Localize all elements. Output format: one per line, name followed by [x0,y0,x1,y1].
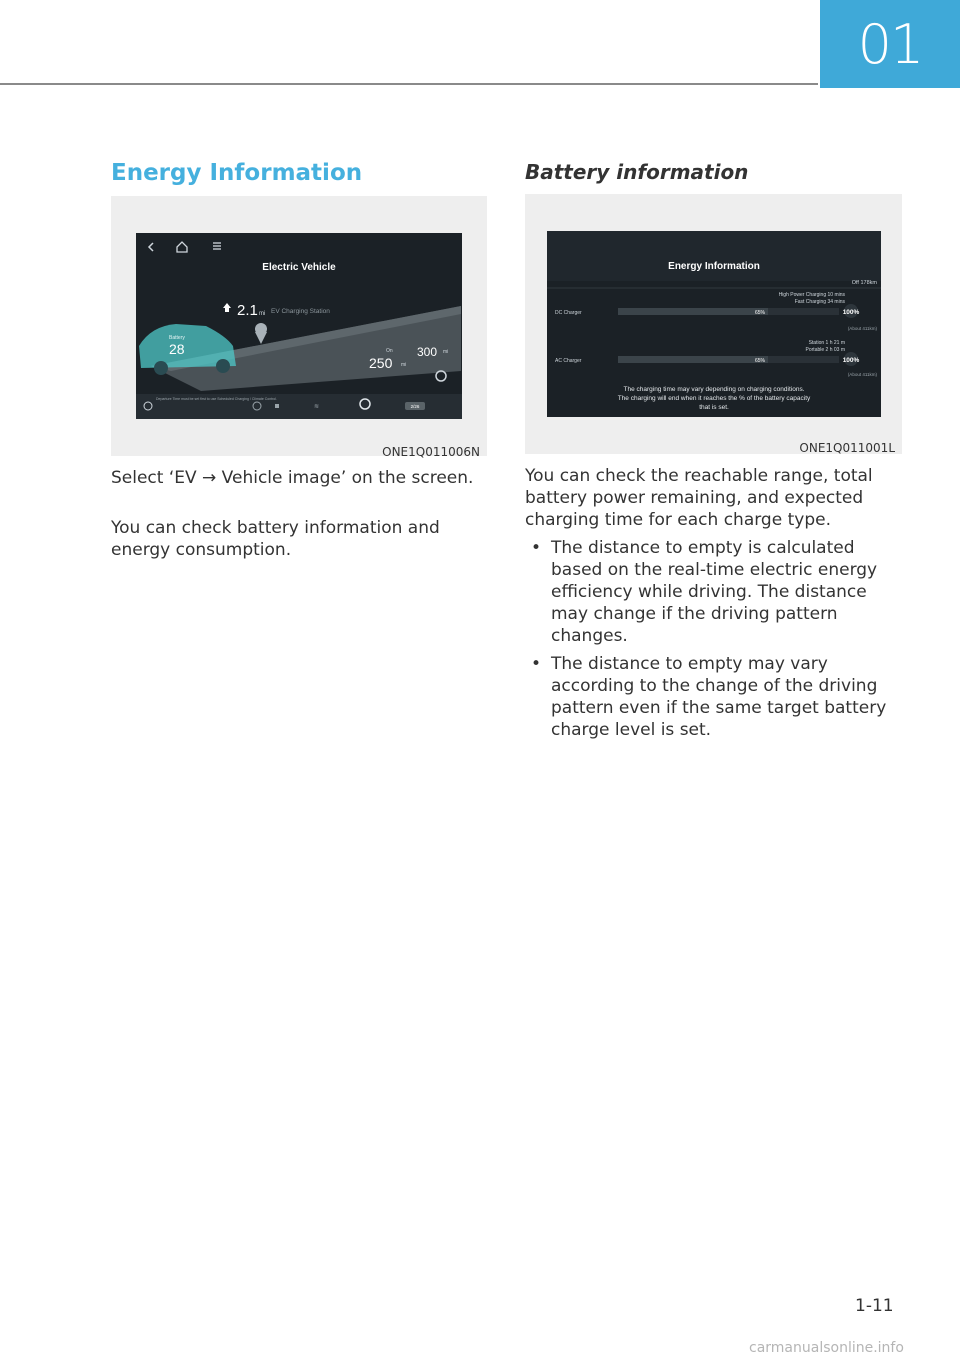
energy-note-2: The charging will end when it reaches the % of the battery capacity [617,395,811,402]
ev-range-value: 300 [417,345,438,359]
dc-percent: 65% [754,310,765,316]
bullet-text: The distance to empty is calculated based on the real-time electric energy efficiency while driving. The distance may change if the driving pattern changes. [551,538,878,646]
ac-label: AC Charger [555,358,582,364]
ev-range-on-value: 250 [369,355,393,371]
ev-station-label: EV Charging Station [271,308,330,315]
ev-toggle-label: 2/26 [410,404,420,409]
figure-caption-left: ONE1Q011006N [382,445,480,459]
figure-energy-information-screen [525,194,902,454]
ev-battery-value: 28 [169,341,185,357]
section-heading-energy-information: Energy Information [111,160,363,186]
paragraph-reachable-range: You can check the reachable range, total battery power remaining, and expected charging time for each charge type. [525,466,873,530]
ev-departure-text: Departure Time must be set first to use Scheduled Charging / Climate Control. [156,397,277,401]
ac-bar-filled [618,356,768,363]
paragraph-select-ev: Select ‘EV → Vehicle image’ on the screen. [111,468,474,488]
dc-label: DC Charger [555,310,582,316]
figure-caption-right: ONE1Q011001L [799,441,895,455]
ev-screen-title: Electric Vehicle [262,262,336,273]
figure-electric-vehicle-screen [111,196,487,456]
ev-battery-label: Battery [169,335,185,341]
energy-off-label: Off 178km [851,280,877,286]
ac-bar-empty [768,356,839,363]
bullet-text: The distance to empty may vary according to the change of the driving pattern even if the same target battery charge level is set. [551,654,887,740]
ac-range: (About 411km) [847,372,877,377]
dc-range: (About 411km) [847,326,877,331]
header-rule [0,83,818,85]
electric-vehicle-screen-image [111,196,487,456]
bullet-symbol: • [531,538,542,558]
ac-time-1: Station 1 h 21 m [808,340,845,346]
energy-note-3: that is set. [699,404,729,411]
dc-time-2: Fast Charging 34 mins [794,299,845,305]
section-heading-battery-information: Battery information [525,160,749,184]
dc-bar-empty [768,308,839,315]
energy-information-screen-image [525,194,902,454]
ev-range-unit: mi [443,349,449,355]
energy-screen-title: Energy Information [668,261,760,272]
ev-distance-value: 2.1 [237,302,258,319]
bullet-item [525,537,905,647]
dc-target: 100% [842,309,860,316]
chapter-tab: 01 [820,0,960,88]
lock-icon [275,404,279,408]
dc-time-1: High Power Charging 10 mins [778,292,845,298]
climate-icon: ≋ [314,404,320,410]
bullet-symbol: • [531,654,542,674]
ev-distance-unit: mi [259,311,266,317]
ac-percent: 65% [754,358,765,364]
bullet-item [525,653,905,741]
page-number: 1-11 [855,1296,894,1316]
ac-target: 100% [842,357,860,364]
energy-note-1: The charging time may vary depending on charging conditions. [623,386,805,393]
ev-range-on-unit: mi [401,362,407,368]
paragraph-check-battery: You can check battery information and energy consumption. [111,518,440,560]
ev-range-on-label: On [386,348,393,354]
ac-time-2: Portable 2 h 03 m [805,347,845,353]
watermark: carmanualsonline.info [749,1340,904,1356]
bullet-list [525,537,905,747]
dc-bar-filled [618,308,768,315]
